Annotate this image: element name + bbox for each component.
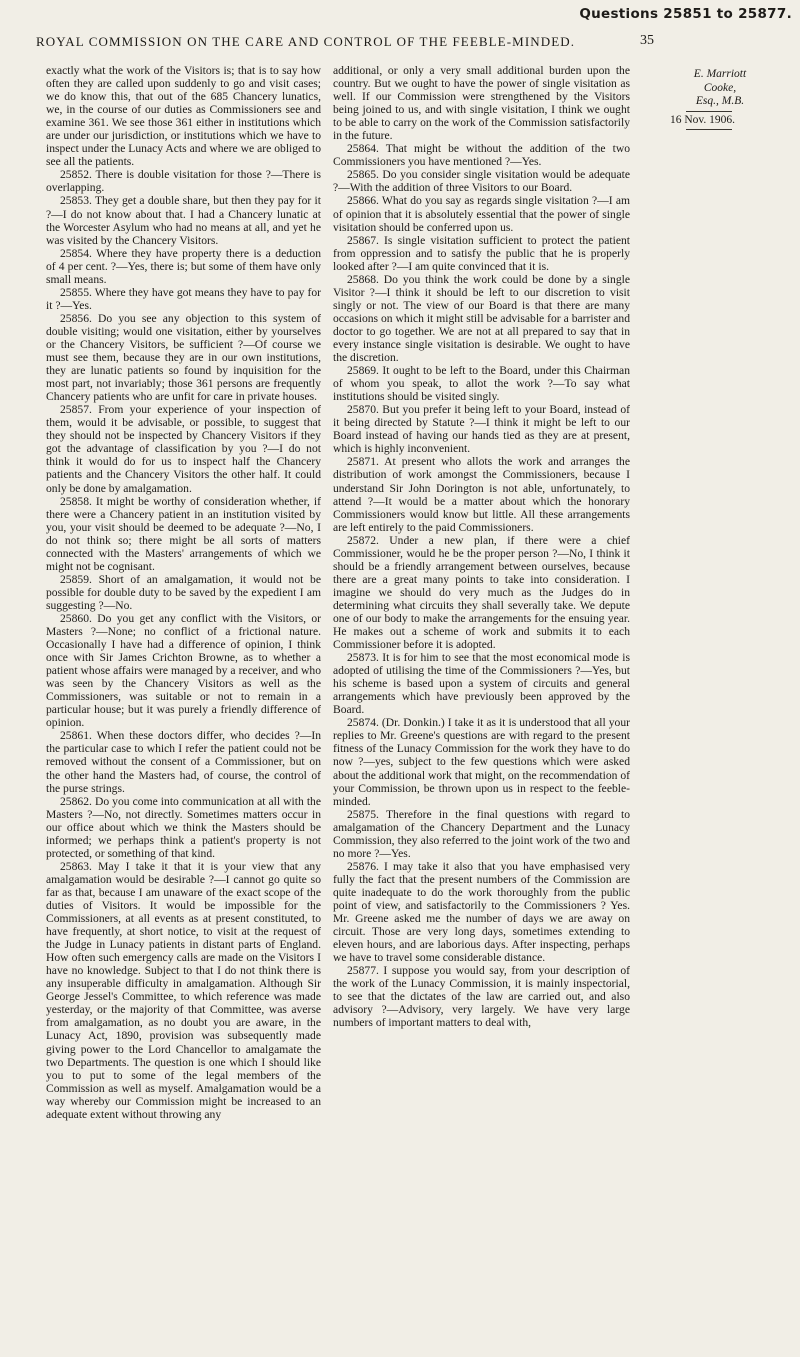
margin-rule [686, 111, 732, 112]
page-number: 35 [640, 33, 654, 48]
witness-qualifications: Esq., M.B. [695, 95, 745, 107]
paragraph: 25866. What do you say as regards single visitation ?—I am of opinion that it is absolutely essential that the power of single visitation should be conferred upon us. [333, 194, 630, 234]
paragraph: 25874. (Dr. Donkin.) I take it as it is understood that all your replies to Mr. Greene's questions are with regard to the present fitness of the Lunacy Commission for the work they have to do now ?—yes, subject to the few questions which were asked about the additional work that might, on the recommendation of your Commission, be thrown upon us in respect to the feeble-minded. [333, 716, 630, 808]
paragraph: 25869. It ought to be left to the Board, under this Chairman of whom you speak, to allot the work ?—To say what institutions should be visited singly. [333, 364, 630, 404]
running-head [0, 32, 800, 54]
page-top-strip [0, 0, 800, 30]
paragraph: 25862. Do you come into communication at all with the Masters ?—No, not directly. Sometimes matters occur in our office about which we think the Masters should be informed; we perhaps think a patient's property is not protected, or something of that kind. [46, 794, 321, 860]
paragraph: 25873. It is for him to see that the most economical mode is adopted of utilising the time of the Commissioners ?—Yes, but his scheme is based upon a system of circuits and general arrangements which have previously been approved by the Board. [333, 651, 630, 717]
paragraph: 25870. But you prefer it being left to your Board, instead of it being directed by Statute ?—I think it might be left to our Board instead of having our hands tied as they are at present, which is highly inconvenient. [333, 403, 630, 456]
paragraph: 25876. I may take it also that you have emphasised very fully the fact that the present numbers of the Commission are quite inadequate to do the work thoroughly from the public point of view, and satisfactorily to the Commissioners ? Yes. Mr. Greene asked me the number of days we are away on circuit. Those are very long days, sometimes extending to eleven hours, and are laborious days. After inspecting, perhaps we have to travel some considerable distance. [333, 859, 630, 965]
witness-surname: Cooke, [703, 81, 737, 94]
paragraph: 25871. At present who allots the work and arranges the distribution of work amongst the Commissioners, because I understand Sir John Dorington is not able, unfortunately, to attend ?—It would be a matter about which the honorary Commissioners would know but little. All these arrangements are left entirely to the paid Commissioners. [333, 455, 630, 534]
paragraph: 25872. Under a new plan, if there were a chief Commissioner, would he be the proper person ?—No, I think it should be a friendly arrangement between ourselves, because there are a great many points to take into consideration. I imagine we should do very much as the Judges do in determining what circuits they shall severally take. We depute one of our body to make the arrangements for the ensuing year. He makes out a scheme of work and submits it to each Commissioner before it is adopted. [333, 533, 630, 652]
paragraph: 25877. I suppose you would say, from your description of the work of the Lunacy Commission, it is mainly inspectorial, to see that the dictates of the law are carried out, and also advisory ?—Advisory, very largely. We have very large numbers of important matters to deal with, [333, 964, 630, 1030]
question-range-header: Questions 25851 to 25877. [579, 6, 792, 22]
paragraph: exactly what the work of the Visitors is; that is to say how often they are called upon suddenly to go and visit cases; we do know this, that out of the 685 Chancery lunatics, we, in the course of our duties as Commissioners see and examine 361. We see those 361 either in institutions which are under our jurisdiction, or institutions which we have to inspect under the Lunacy Acts and where we are obliged to see all the patients. [46, 64, 321, 169]
witness-name: E. Marriott [693, 68, 747, 80]
paragraph: 25858. It might be worthy of consideration whether, if there were a Chancery patient in an institution visited by you, your visit should be deemed to be adequate ?—No, I do not think so; there might be all sorts of matters connected with the Masters' arrangements of which we might not be cognisant. [46, 494, 321, 573]
paragraph: 25875. Therefore in the final questions with regard to amalgamation of the Chancery Department and the Lunacy Commission, they also referred to the joint work of the two and no more ?—Yes. [333, 807, 630, 860]
paragraph: 25860. Do you get any conflict with the Visitors, or Masters ?—None; no conflict of a frictional nature. Occasionally I have had a difference of opinion, I think once with Sir James Crichton Browne, as to whether a patient whose affairs were managed by a receiver, and who was seen by the Chancery Visitors as well as the Commissioners, was suitable or not to remain in a particular house; but it was purely a friendly difference of opinion. [46, 611, 321, 730]
witness-date: 16 Nov. 1906. [670, 113, 736, 126]
paragraph: 25856. Do you see any objection to this system of double visiting; would one visitation, either by yourselves or the Chancery Visitors, be sufficient ?—Of course we must see them, because they are in our own institutions, they are lunatic patients so found by inquisition for the most part, not invariably; those 361 persons are frequently Chancery patients who are unfit for care in private houses. [46, 311, 321, 404]
paragraph: 25859. Short of an amalgamation, it would not be possible for double duty to be saved by the expedient I am suggesting ?—No. [46, 572, 321, 612]
paragraph: 25867. Is single visitation sufficient to protect the patient from oppression and to satisfy the public that he is properly looked after ?—I am quite convinced that it is. [333, 233, 630, 273]
paragraph: 25855. Where they have got means they have to pay for it ?—Yes. [46, 285, 321, 312]
right-column [333, 64, 630, 1029]
paragraph: 25854. Where they have property there is a deduction of 4 per cent. ?—Yes, there is; but some of them have only small means. [46, 246, 321, 286]
paragraph: 25857. From your experience of your inspection of them, would it be advisable, or possible, to suggest that they should not be inspected by Chancery Visitors if they got the advantage of classification by you ?—I do not think it would do for us to inspect half the Chancery patients and the Chancery Visitors the other half. It could only be done by amalgamation. [46, 403, 321, 495]
paragraph: 25868. Do you think the work could be done by a single Visitor ?—I think it should be left to our discretion to visit singly or not. The view of our Board is that there are many occasions on which it might still be advisable for a barrister and doctor to go together. We are not at all prepared to say that in every instance single visitation is desirable. We ought to have the discretion. [333, 272, 630, 365]
paragraph: 25865. Do you consider single visitation would be adequate ?—With the addition of three Visitors to our Board. [333, 168, 630, 195]
paragraph: 25863. May I take it that it is your view that any amalgamation would be desirable ?—I cannot go quite so far as that, because I am unaware of the exact scope of the duties of Visitors. It would be impossible for the Commissioners, at all events as at present constituted, to have frequently, at short notice, to visit at the request of the Judge in Lunacy patients in distant parts of England. How often such emergency calls are made on the Visitors I have no knowledge. Subject to that I do not think there is any insuperable difficulty in amalgamation. Although Sir George Jessel's Committee, to which reference was made yesterday, or the majority of that Committee, was averse from amalgamation, as no doubt you are aware, in the Lunacy Act, 1890, provision was subsequently made giving power to the Lord Chancellor to amalgamate the two Departments. The question is one which I should like you to put to some of the legal members of the Commission as well as myself. Amalgamation would be a way whereby our Commission might be increased to an adequate extent without throwing any [46, 859, 321, 1121]
paragraph: additional, or only a very small additional burden upon the country. But we ought to have the power of single visitation as well. If our Commission were strengthened by the Visitors being joined to us, and with single visitation, I think we ought to be able to carry on the work of the Commission satisfactorily in the future. [333, 64, 630, 143]
paragraph: 25861. When these doctors differ, who decides ?—In the particular case to which I refer the patient could not be removed without the consent of a Commissioner, but on the other hand the Masters had, of course, the control of the purse strings. [46, 729, 321, 795]
margin-rule-lower [686, 129, 732, 130]
left-column [46, 64, 321, 1121]
paragraph: 25853. They get a double share, but then they pay for it ?—I do not know about that. I had a Chancery lunatic at the Worcester Asylum who had no means at all, and yet he was visited by the Chancery Visitors. [46, 194, 321, 247]
paragraph: 25864. That might be without the addition of the two Commissioners you have mentioned ?—Yes. [333, 142, 630, 169]
witness-margin-note [642, 68, 792, 132]
paragraph: 25852. There is double visitation for those ?—There is overlapping. [46, 168, 321, 195]
running-title: ROYAL COMMISSION ON THE CARE AND CONTROL OF THE FEEBLE-MINDED. [36, 34, 576, 49]
